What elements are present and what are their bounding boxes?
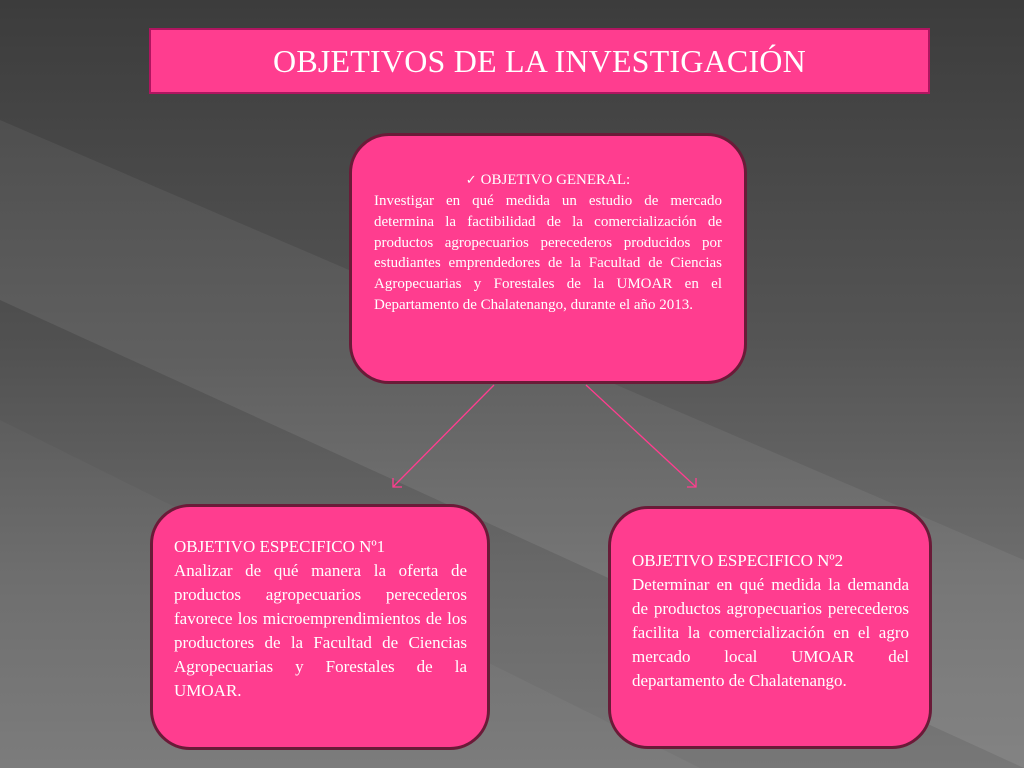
connector-arrow-right <box>586 385 696 487</box>
specific-objective-2-text: Determinar en qué medida la demanda de productos agropecuarios perecederos facilita la comercialización en el agro mercado local UMOAR del departamento de Chalatenango. <box>632 575 909 690</box>
specific-objective-1-heading: OBJETIVO ESPECIFICO Nº1 <box>174 537 386 556</box>
title-banner <box>149 28 930 94</box>
specific-objective-1-box <box>150 504 490 750</box>
arrowhead-left <box>393 478 402 487</box>
general-objective-heading-row <box>374 170 722 191</box>
connector-arrow-left <box>393 385 494 487</box>
arrowhead-right <box>687 478 696 487</box>
general-objective-heading: OBJETIVO GENERAL: <box>480 172 631 188</box>
specific-objective-2-box <box>608 506 932 749</box>
general-objective-box <box>349 133 747 384</box>
specific-objective-2-heading: OBJETIVO ESPECIFICO Nº2 <box>632 551 844 570</box>
checkmark-icon: ✓ <box>465 173 477 188</box>
page-title: OBJETIVOS DE LA INVESTIGACIÓN <box>273 42 806 79</box>
general-objective-text: Investigar en qué medida un estudio de mercado determina la factibilidad de la comercialización de productos agropecuarios perecederos producidos por estudiantes emprendedores de la Facultad de Ciencias Agropecuarias y Forestales de la UMOAR en el Departamento de Chalatenango, durante el año 2013. <box>374 193 722 313</box>
specific-objective-1-text: Analizar de qué manera la oferta de productos agropecuarios perecederos favorece los microemprendimientos de los productores de la Facultad de Ciencias Agropecuarias y Forestales de la UMOAR. <box>174 561 467 700</box>
